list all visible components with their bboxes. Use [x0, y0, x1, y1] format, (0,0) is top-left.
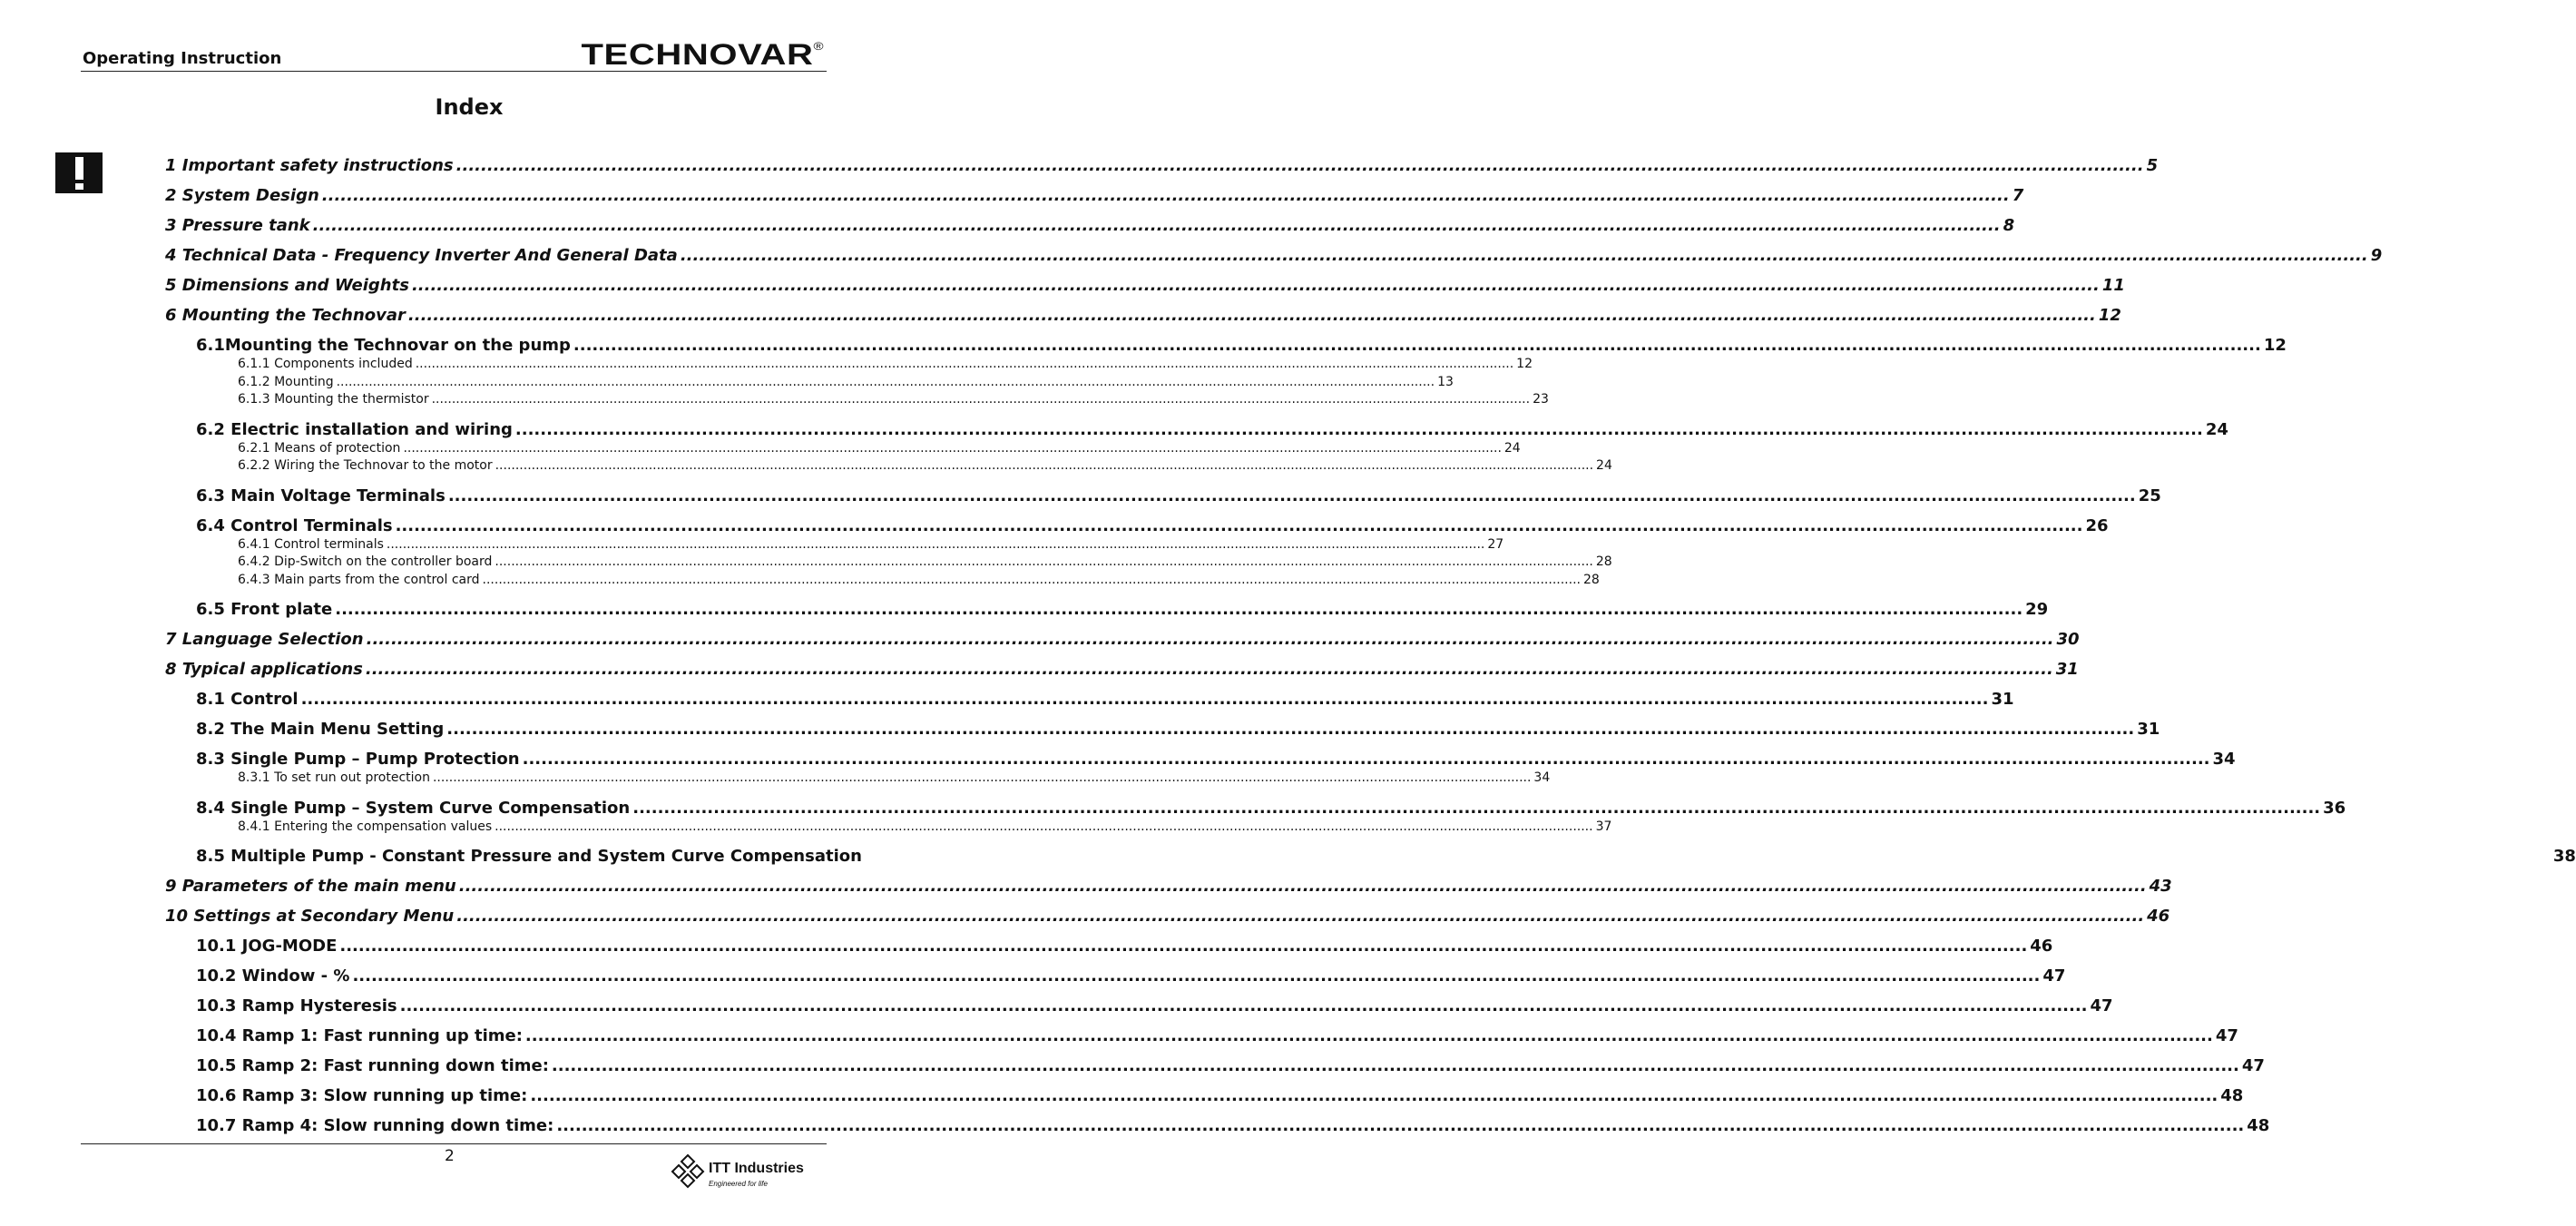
toc-leader-dots	[334, 375, 1437, 389]
toc-entry[interactable]	[165, 554, 1612, 573]
toc-leader-dots	[571, 336, 2264, 355]
toc-entry-label: 4 Technical Data - Frequency Inverter And General Data	[165, 246, 678, 265]
toc-leader-dots	[480, 573, 1583, 587]
toc-leader-dots	[527, 1086, 2220, 1105]
toc-entry-page: 34	[1533, 770, 1551, 785]
toc-leader-dots	[513, 420, 2206, 439]
toc-entry[interactable]	[165, 246, 2383, 276]
toc-entry-page: 48	[2220, 1086, 2244, 1105]
toc-leader-dots	[454, 907, 2147, 926]
toc-entry[interactable]	[165, 1116, 2270, 1146]
toc-entry[interactable]	[165, 572, 1600, 591]
toc-entry-label: 10.6 Ramp 3: Slow running up time:	[196, 1086, 528, 1105]
toc-entry-label: 6.4 Control Terminals	[196, 515, 393, 535]
toc-leader-dots	[319, 186, 2013, 205]
toc-entry-page: 7	[2012, 186, 2024, 205]
toc-entry-page: 9	[2370, 246, 2383, 265]
toc-leader-dots	[492, 554, 1595, 569]
toc-entry[interactable]	[165, 216, 2015, 246]
toc-entry-page: 13	[1437, 374, 1454, 389]
toc-entry[interactable]	[165, 770, 1551, 789]
toc-entry-label: 6.5 Front plate	[196, 600, 333, 619]
toc-entry-label: 7 Language Selection	[165, 630, 364, 649]
toc-entry-page: 24	[2205, 419, 2228, 439]
toc-leader-dots	[337, 937, 2030, 956]
toc-entry[interactable]	[165, 392, 1549, 410]
registered-mark: ®	[813, 40, 824, 53]
toc-leader-dots	[363, 660, 2056, 679]
toc-entry-page: 12	[2098, 306, 2121, 325]
toc-entry-page: 30	[2056, 630, 2080, 649]
toc-entry[interactable]	[165, 1086, 2244, 1116]
toc-entry-label: 3 Pressure tank	[165, 216, 310, 235]
itt-mark-icon	[670, 1152, 706, 1189]
toc-entry[interactable]	[165, 374, 1454, 393]
toc-entry-label: 6.3 Main Voltage Terminals	[196, 485, 446, 505]
toc-leader-dots	[446, 486, 2139, 505]
toc-leader-dots	[520, 750, 2213, 769]
toc-entry[interactable]	[165, 419, 2228, 441]
toc-entry-label: 10.2 Window - %	[196, 966, 350, 986]
toc-entry[interactable]	[165, 306, 2121, 336]
toc-entry-page: 47	[2215, 1026, 2238, 1045]
toc-leader-dots	[492, 819, 1595, 834]
toc-entry[interactable]	[165, 966, 2066, 996]
toc-entry-label: 8 Typical applications	[165, 660, 363, 679]
toc-entry[interactable]	[165, 536, 1504, 555]
toc-entry-label: 6.1.2 Mounting	[238, 374, 334, 389]
toc-leader-dots	[553, 1116, 2247, 1135]
toc-entry[interactable]	[165, 515, 2109, 537]
table-of-contents	[165, 156, 2576, 1146]
toc-entry-page: 31	[1991, 690, 2014, 709]
index-title: Index	[435, 94, 504, 120]
toc-leader-dots	[493, 458, 1596, 473]
toc-entry-page: 5	[2146, 156, 2159, 175]
toc-entry[interactable]	[165, 819, 1612, 838]
toc-entry-label: 6.2 Electric installation and wiring	[196, 419, 513, 439]
toc-entry-label: 6.2.1 Means of protection	[238, 440, 401, 456]
toc-entry-label: 1 Important safety instructions	[165, 156, 454, 175]
toc-entry-page: 36	[2323, 798, 2346, 818]
toc-entry-label: 6.4.1 Control terminals	[238, 536, 384, 552]
toc-leader-dots	[630, 799, 2323, 818]
toc-entry-label: 9 Parameters of the main menu	[165, 877, 456, 896]
toc-entry-page: 11	[2101, 276, 2125, 295]
toc-entry-page: 28	[1595, 554, 1612, 569]
toc-entry-page: 47	[2042, 966, 2066, 986]
toc-entry-page: 23	[1533, 392, 1549, 407]
toc-entry-label: 5 Dimensions and Weights	[165, 276, 409, 295]
toc-entry-label: 10.7 Ramp 4: Slow running down time:	[196, 1116, 554, 1135]
toc-entry[interactable]	[165, 458, 1612, 476]
toc-entry-label: 10.1 JOG-MODE	[196, 937, 338, 956]
toc-entry[interactable]	[165, 276, 2125, 306]
itt-logo	[670, 1152, 815, 1192]
toc-entry-label: 6 Mounting the Technovar	[165, 306, 406, 325]
toc-entry[interactable]	[165, 937, 2053, 966]
toc-entry[interactable]	[165, 440, 1521, 459]
toc-leader-dots	[413, 357, 1516, 371]
toc-leader-dots	[406, 306, 2099, 325]
toc-entry[interactable]	[165, 156, 2159, 186]
toc-leader-dots	[299, 690, 1992, 709]
toc-entry-page: 31	[2137, 720, 2160, 739]
toc-entry-label: 6.4.3 Main parts from the control card	[238, 572, 480, 587]
toc-entry[interactable]	[165, 690, 2014, 720]
toc-leader-dots	[397, 996, 2091, 1015]
footer-rule	[81, 1143, 827, 1144]
toc-entry-label: 10.3 Ramp Hysteresis	[196, 996, 397, 1015]
toc-entry-label: 8.2 The Main Menu Setting	[196, 720, 445, 739]
header-rule	[81, 71, 827, 72]
toc-entry-page: 25	[2138, 485, 2161, 505]
toc-entry-label: 6.2.2 Wiring the Technovar to the motor	[238, 458, 493, 473]
toc-entry-page: 28	[1582, 572, 1600, 587]
toc-entry-page: 34	[2212, 750, 2236, 769]
toc-entry[interactable]	[165, 750, 2236, 770]
toc-leader-dots	[349, 966, 2042, 986]
company-name: ITT Industries	[709, 1161, 804, 1176]
toc-entry-label: 8.3.1 To set run out protection	[238, 770, 430, 785]
toc-entry-label: 6.4.2 Dip-Switch on the controller board	[238, 554, 493, 569]
toc-leader-dots	[393, 516, 2086, 535]
toc-entry[interactable]	[165, 485, 2161, 516]
toc-leader-dots	[523, 1026, 2216, 1045]
company-tagline: Engineered for life	[709, 1180, 768, 1188]
toc-entry-page: 29	[2025, 600, 2049, 619]
toc-leader-dots	[332, 600, 2025, 619]
toc-entry[interactable]	[165, 996, 2113, 1026]
toc-entry[interactable]	[165, 660, 2079, 690]
toc-entry[interactable]	[165, 600, 2049, 630]
toc-entry[interactable]	[165, 186, 2024, 216]
toc-entry-page: 47	[2241, 1056, 2265, 1075]
toc-entry[interactable]	[165, 357, 1533, 375]
toc-leader-dots	[444, 720, 2137, 739]
header-title: Operating Instruction	[83, 49, 282, 68]
toc-leader-dots	[364, 630, 2057, 649]
brand-logo	[581, 38, 824, 72]
toc-entry-label: 10.4 Ramp 1: Fast running up time:	[196, 1026, 523, 1045]
toc-entry-label: 8.1 Control	[196, 690, 299, 709]
toc-entry-label: 8.4.1 Entering the compensation values	[238, 819, 493, 834]
warning-icon	[55, 152, 103, 193]
toc-entry-label: 10.5 Ramp 2: Fast running down time:	[196, 1056, 549, 1075]
toc-entry-page: 47	[2090, 996, 2113, 1015]
toc-leader-dots	[430, 770, 1533, 785]
toc-leader-dots	[549, 1056, 2242, 1075]
toc-entry[interactable]	[165, 1026, 2238, 1056]
toc-leader-dots	[310, 216, 2003, 235]
toc-entry[interactable]	[165, 336, 2287, 357]
toc-entry-label: 8.5 Multiple Pump - Constant Pressure and System Curve Compensation	[196, 847, 862, 866]
toc-entry[interactable]	[165, 907, 2170, 937]
toc-leader-dots	[456, 877, 2150, 896]
toc-entry-label: 6.1.3 Mounting the thermistor	[238, 392, 429, 407]
page-number: 2	[445, 1147, 455, 1165]
toc-entry-page: 24	[1503, 440, 1521, 456]
toc-entry-label: 10 Settings at Secondary Menu	[165, 907, 455, 926]
toc-leader-dots	[400, 441, 1503, 456]
toc-entry-page: 8	[2003, 216, 2015, 235]
toc-entry[interactable]	[165, 847, 2576, 877]
toc-entry[interactable]	[165, 1056, 2265, 1086]
toc-entry-page: 46	[2030, 937, 2053, 956]
toc-leader-dots	[678, 246, 2371, 265]
toc-entry-label: 2 System Design	[165, 186, 319, 205]
toc-entry-page: 38	[2552, 847, 2576, 866]
toc-leader-dots	[429, 392, 1533, 407]
toc-entry[interactable]	[165, 798, 2346, 819]
toc-entry[interactable]	[165, 720, 2160, 750]
toc-entry-page: 43	[2149, 877, 2172, 896]
toc-entry-page: 37	[1595, 819, 1612, 834]
toc-entry-page: 48	[2247, 1116, 2270, 1135]
toc-entry-label: 6.1Mounting the Technovar on the pump	[196, 336, 571, 355]
toc-leader-dots	[409, 276, 2102, 295]
toc-entry-page: 24	[1596, 458, 1612, 473]
toc-entry[interactable]	[165, 877, 2172, 907]
toc-entry-page: 12	[2263, 336, 2287, 355]
toc-entry-label: 8.4 Single Pump – System Curve Compensation	[196, 798, 631, 818]
toc-leader-dots	[384, 537, 1487, 552]
toc-entry-label: 6.1.1 Components included	[238, 357, 413, 371]
toc-entry-page: 12	[1516, 357, 1533, 371]
toc-entry-page: 46	[2147, 907, 2170, 926]
brand-name: TECHNOVAR	[581, 38, 814, 71]
toc-entry-label: 8.3 Single Pump – Pump Protection	[196, 750, 520, 769]
toc-entry[interactable]	[165, 630, 2080, 660]
toc-entry-page: 26	[2085, 515, 2109, 535]
toc-entry-page: 31	[2055, 660, 2079, 679]
toc-entry-page: 27	[1487, 536, 1504, 552]
toc-leader-dots	[454, 156, 2147, 175]
